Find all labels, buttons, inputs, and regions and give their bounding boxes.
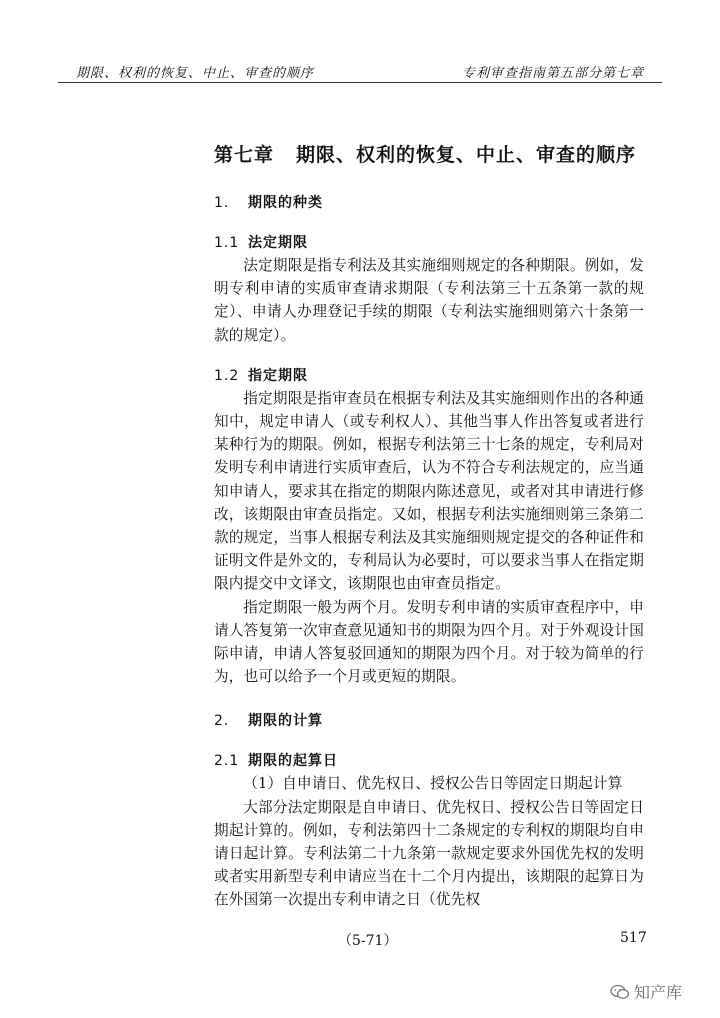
page-code: （5-71） <box>338 933 398 949</box>
section-heading-1 <box>214 192 644 214</box>
section-heading-2 <box>214 710 644 732</box>
paragraph: 大部分法定期限是自申请日、优先权日、授权公告日等固定日期起计算的。例如，专利法第四十二条规定的专利权的期限均自申请日起计算。专利法第二十九条第一款规定要求外国优先权的发明或者实用新型专利申请应当在十二个月内提出，该期限的起算日为在外国第一次提出专利申请之日（优先权 <box>214 798 644 909</box>
subsection-title: 指定期限 <box>248 367 308 384</box>
subsection-number: 1.2 <box>214 367 240 384</box>
paragraph: 指定期限一般为两个月。发明专利申请的实质审查程序中，申请人答复第一次审查意见通知书的期限为四个月。对于外观设计国际申请，申请人答复驳回通知的期限为四个月。对于较为简单的行为，也可以给予一个月或更短的期限。 <box>214 598 644 686</box>
section-title: 期限的种类 <box>248 195 323 211</box>
subsection-number: 1.1 <box>214 235 240 251</box>
chapter-title <box>214 140 644 170</box>
paragraph: （1）自申请日、优先权日、授权公告日等固定日期起计算 <box>243 775 623 793</box>
page-number: 517 <box>620 930 647 946</box>
section-number: 2. <box>214 713 230 730</box>
section-title: 期限的计算 <box>248 713 323 730</box>
running-header-right: 专利审查指南第五部分第七章 <box>461 66 644 81</box>
page-content <box>214 140 644 912</box>
watermark <box>610 980 682 1003</box>
subsection-heading-1-2 <box>214 365 644 387</box>
running-header-left: 期限、权利的恢复、中止、审查的顺序 <box>76 66 315 81</box>
paragraph: 指定期限是指审查员在根据专利法及其实施细则作出的各种通知中，规定申请人（或专利权人）、其他当事人作出答复或者进行某种行为的期限。例如，根据专利法第三十七条的规定，专利局对发明专利申请进行实质审查后，认为不符合专利法规定的，应当通知申请人，要求其在指定的期限内陈述意见，或者对其申请进行修改，该期限由审查员指定。又如，根据专利法实施细则第三条第二款的规定，当事人根据专利法及其实施细则规定提交的各种证件和证明文件是外文的，专利局认为必要时，可以要求当事人在指定期限内提交中文译文，该期限也由审查员指定。 <box>214 389 644 593</box>
watermark-text: 知产库 <box>634 983 683 1002</box>
subsection-heading-2-1 <box>214 750 644 772</box>
subsection-title: 期限的起算日 <box>248 753 338 770</box>
subsection-heading-1-1 <box>214 232 644 254</box>
paragraph: 法定期限是指专利法及其实施细则规定的各种期限。例如，发明专利申请的实质审查请求期限（专利法第三十五条第一款的规定）、申请人办理登记手续的期限（专利法实施细则第六十条第一款的规定）。 <box>214 257 644 344</box>
subsection-title: 法定期限 <box>248 235 308 251</box>
wechat-icon <box>610 984 630 1000</box>
chapter-title-text: 期限、权利的恢复、中止、审查的顺序 <box>296 144 637 166</box>
chapter-number: 第七章 <box>214 144 275 166</box>
section-number: 1. <box>214 195 230 211</box>
running-header <box>58 58 662 83</box>
subsection-number: 2.1 <box>214 753 240 770</box>
